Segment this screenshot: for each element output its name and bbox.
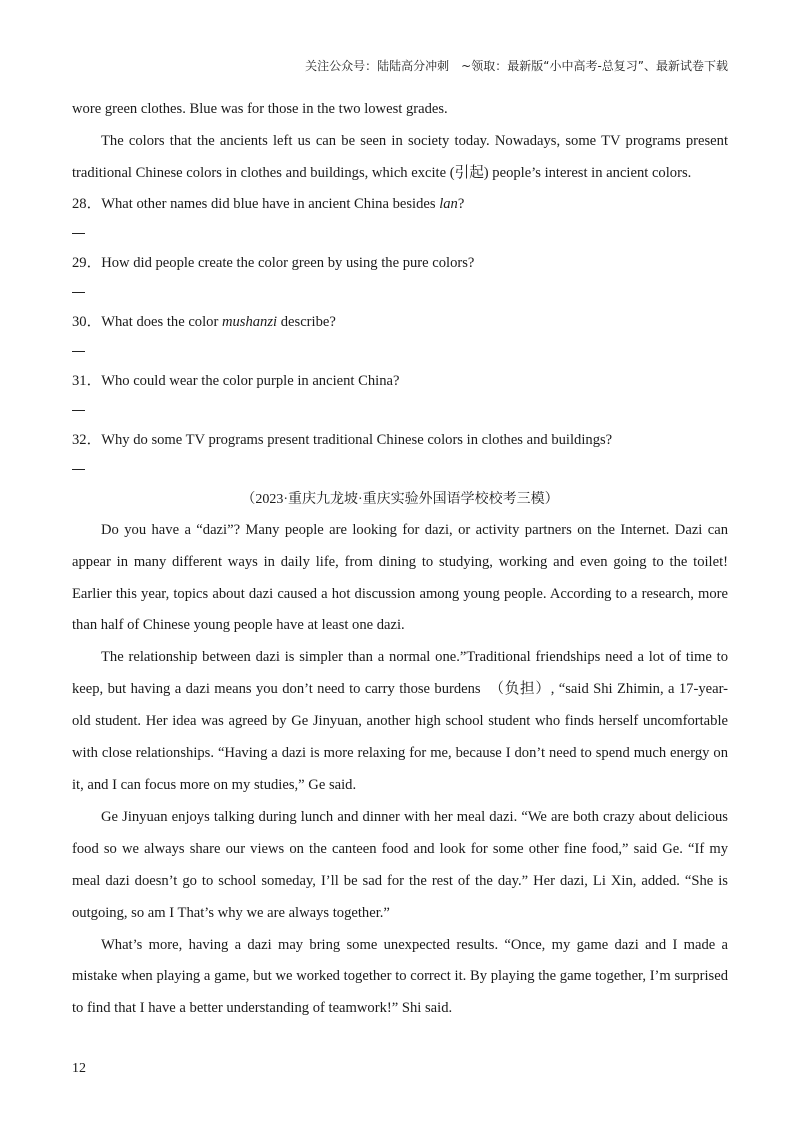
- question-30: [72, 308, 728, 337]
- question-32: 32．Why do some TV programs present traditional Chinese colors in clothes and buildings?: [72, 431, 613, 448]
- passage-paragraph: The relationship between dazi is simpler than a normal one.”Traditional friendships need a lot of time to keep, but having a dazi means you don’t need to carry those burdens （负担）, “said Shi Zhimin, a 17-year-old student. Her idea was agreed by Ge Jinyuan, another high school student who finds herself uncomfortable with close relationships. “Having a dazi is more relaxing for me, because I don’t need to spend much energy on it, and I can focus more on my studies,” Ge said.: [72, 649, 728, 793]
- passage-paragraph: wore green clothes. Blue was for those in the two lowest grades.: [72, 101, 448, 117]
- passage-source: （2023·重庆九龙坡·重庆实验外国语学校校考三模）: [241, 491, 559, 507]
- question-28-end: ?: [457, 195, 465, 212]
- passage-paragraph: Ge Jinyuan enjoys talking during lunch and dinner with her meal dazi. “We are both crazy about delicious food so we always share our views on the canteen food and look for some other fine food,” said Ge. “If my meal dazi doesn’t go to school someday, I’ll be sad for the rest of the day.” Her dazi, Li Xin, added. “She is outgoing, so am I That’s why we are always together.”: [72, 808, 728, 921]
- passage-paragraph: What’s more, having a dazi may bring some unexpected results. “Once, my game dazi and I made a mistake when playing a game, but we worked together to correct it. By playing the game together, I’m surprised to find that I have a better understanding of teamwork!” Shi said.: [72, 936, 728, 1017]
- question-30-text: 30．What does the color: [72, 313, 222, 330]
- passage-paragraph: The colors that the ancients left us can be seen in society today. Nowadays, some TV programs present traditional Chinese colors in clothes and buildings, which excite (引起) people’s interest in ancient colors.: [72, 132, 728, 181]
- answer-blank[interactable]: [72, 278, 728, 308]
- question-28-text: 28．What other names did blue have in ancient China besides: [72, 195, 440, 212]
- question-28-term: lan: [439, 195, 458, 212]
- page-header: 关注公众号：陆陆高分冲刺 ~领取：最新版“小中高考-总复习”、最新试卷下载: [305, 59, 728, 73]
- question-31: 31．Who could wear the color purple in ancient China?: [72, 372, 400, 389]
- answer-blank[interactable]: [72, 455, 728, 485]
- answer-blank[interactable]: [72, 219, 728, 249]
- answer-blank[interactable]: [72, 396, 728, 426]
- page-content: [72, 94, 728, 1025]
- question-30-end: describe?: [277, 313, 336, 330]
- question-30-term: mushanzi: [221, 313, 278, 330]
- question-28: [72, 190, 728, 219]
- page-number: 12: [72, 1061, 86, 1076]
- question-29: 29．How did people create the color green by using the pure colors?: [72, 254, 475, 271]
- answer-blank[interactable]: [72, 337, 728, 367]
- passage-paragraph: Do you have a “dazi”? Many people are looking for dazi, or activity partners on the Internet. Dazi can appear in many different ways in daily life, from dining to studying, working and even going to the toilet! Earlier this year, topics about dazi caused a hot discussion among young people. According to a research, more than half of Chinese young people have at least one dazi.: [72, 521, 728, 634]
